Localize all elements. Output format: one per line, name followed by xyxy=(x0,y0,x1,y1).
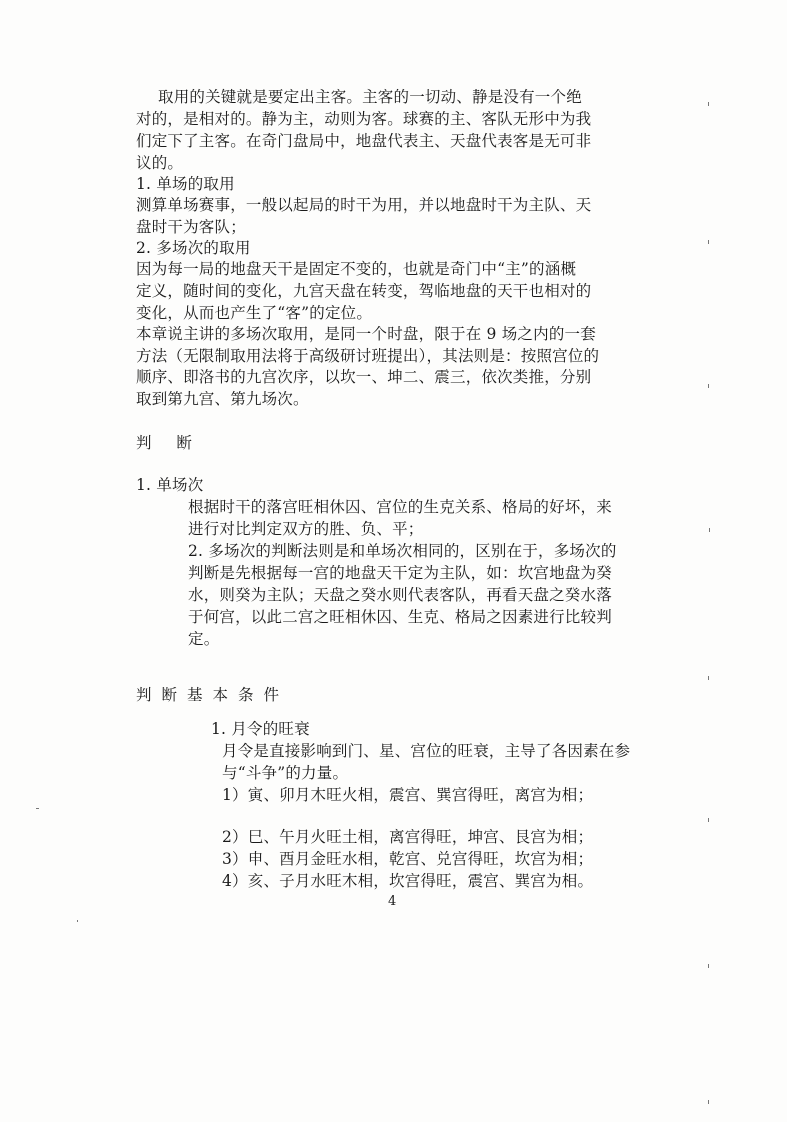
scan-speck xyxy=(708,240,709,244)
intro-line-2: 对的，是相对的。静为主，动则为客。球赛的主、客队无形中为我 xyxy=(136,110,592,128)
scan-speck xyxy=(708,964,709,968)
basic-line-3: 与“斗争”的力量。 xyxy=(222,764,349,782)
judge-line-8: 定。 xyxy=(188,630,220,648)
scan-speck xyxy=(708,818,709,822)
judge-line-3: 进行对比判定双方的胜、负、平； xyxy=(188,520,424,538)
basic-list-item-1: 1）寅、卯月木旺火相，震宫、巽宫得旺，离宫为相； xyxy=(222,786,594,804)
intro-line-14: 顺序、即洛书的九宫次序，以坎一、坤二、震三，依次类推，分别 xyxy=(136,368,592,386)
basic-list-item-2: 2）巳、午月火旺土相，离宫得旺，坤宫、艮宫为相； xyxy=(222,828,594,846)
basic-subheading-month: 1. 月令的旺衰 xyxy=(211,720,310,738)
scan-speck xyxy=(708,676,709,680)
scan-speck xyxy=(36,808,39,809)
intro-line-6: 测算单场赛事，一般以起局的时干为用，并以地盘时干为主队、天 xyxy=(136,196,592,214)
section-heading-basic-conditions: 判断基本条件 xyxy=(136,686,290,704)
intro-line-12: 本章说主讲的多场次取用，是同一个时盘，限于在 9 场之内的一套 xyxy=(136,325,596,343)
basic-list-item-3: 3）申、酉月金旺水相，乾宫、兑宫得旺，坎宫为相； xyxy=(222,850,594,868)
intro-line-15: 取到第九宫、第九场次。 xyxy=(136,390,309,408)
intro-subheading-multi: 2. 多场次的取用 xyxy=(136,239,251,257)
page-number: 4 xyxy=(388,894,397,909)
judge-subheading-single: 1. 单场次 xyxy=(136,476,204,494)
intro-line-11: 变化，从而也产生了“客”的定位。 xyxy=(136,304,373,322)
intro-line-7: 盘时干为客队； xyxy=(136,218,246,236)
intro-line-10: 定义，随时间的变化，九宫天盘在转变，驾临地盘的天干也相对的 xyxy=(136,282,592,300)
intro-line-13: 方法（无限制取用法将于高级研讨班提出），其法则是：按照宫位的 xyxy=(136,347,600,365)
judge-line-7: 于何宫，以此二宫之旺相休囚、生克、格局之因素进行比较判 xyxy=(188,608,612,626)
intro-line-9: 因为每一局的地盘天干是固定不变的，也就是奇门中“主”的涵概 xyxy=(136,260,577,278)
intro-line-4: 议的。 xyxy=(136,154,184,172)
section-heading-judge: 判 断 xyxy=(136,434,202,452)
intro-line-1: 取用的关键就是要定出主客。主客的一切动、静是没有一个绝 xyxy=(158,88,582,106)
scan-speck xyxy=(709,528,710,532)
basic-line-2: 月令是直接影响到门、星、宫位的旺衰，主导了各因素在参 xyxy=(222,742,631,760)
scan-speck xyxy=(708,1100,709,1104)
scan-speck xyxy=(708,102,709,106)
basic-list-item-4: 4）亥、子月水旺木相，坎宫得旺，震宫、巽宫为相。 xyxy=(222,872,594,890)
scan-speck xyxy=(77,920,78,922)
judge-line-5: 判断是先根据每一宫的地盘天干定为主队，如：坎宫地盘为癸 xyxy=(188,564,612,582)
scan-speck xyxy=(708,384,709,388)
intro-line-3: 们定下了主客。在奇门盘局中，地盘代表主、天盘代表客是无可非 xyxy=(136,132,592,150)
judge-line-2: 根据时干的落宫旺相休囚、宫位的生克关系、格局的好坏，来 xyxy=(188,498,612,516)
intro-subheading-single: 1. 单场的取用 xyxy=(136,175,235,193)
judge-line-6: 水，则癸为主队；天盘之癸水则代表客队，再看天盘之癸水落 xyxy=(188,586,612,604)
judge-line-4: 2. 多场次的判断法则是和单场次相同的，区别在于，多场次的 xyxy=(188,542,617,560)
